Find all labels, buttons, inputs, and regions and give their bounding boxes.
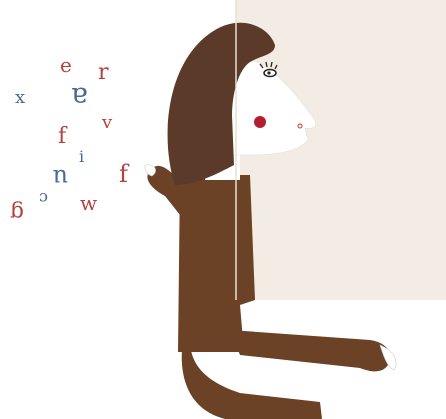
letter-c: c [39, 189, 48, 208]
letter-v: v [102, 112, 113, 133]
letter-u: u [52, 164, 68, 192]
floating-letters [10, 53, 130, 225]
letter-e: e [60, 53, 72, 77]
cheek [254, 116, 266, 128]
letter-i: i [79, 147, 85, 166]
letter-r: r [98, 60, 109, 85]
pupil [267, 71, 270, 74]
leg-front [230, 330, 390, 371]
letter-w: w [80, 191, 98, 215]
letter-a: a [71, 81, 88, 114]
hand [145, 165, 156, 176]
letter-x: x [15, 87, 26, 108]
letter-f2: f [119, 160, 128, 188]
letter-g: g [9, 200, 24, 225]
letter-f1: f [58, 124, 67, 149]
sweater [178, 175, 255, 352]
